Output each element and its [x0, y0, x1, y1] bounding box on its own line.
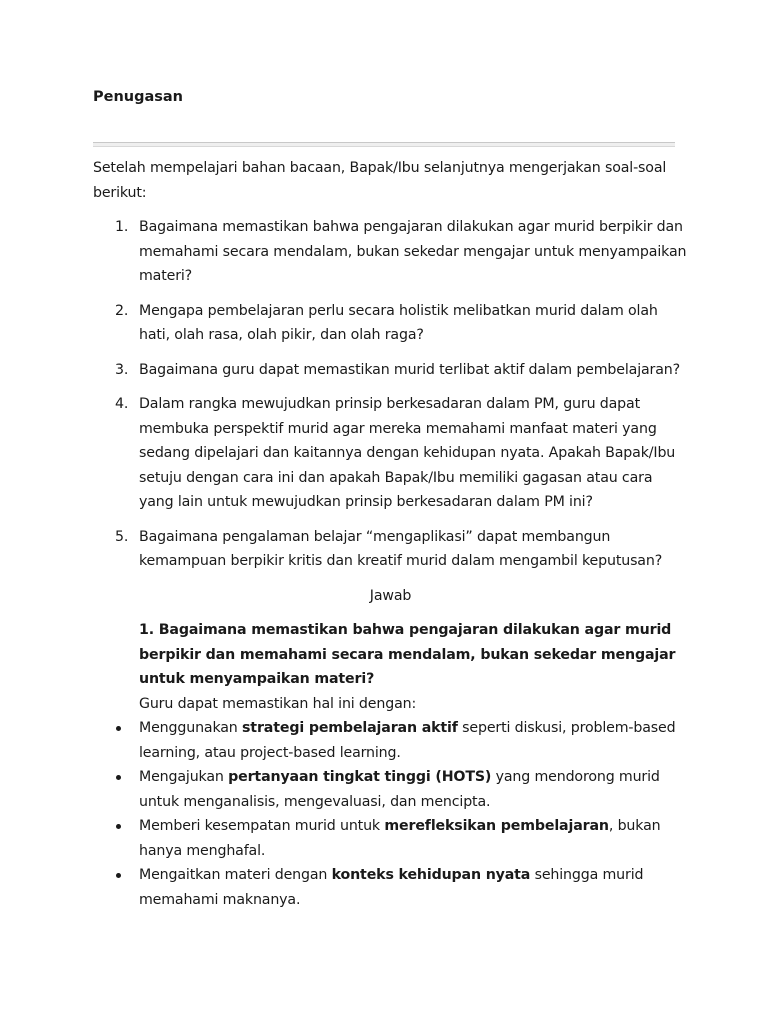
bullet-text-bold: merefleksikan pembelajaran	[384, 818, 609, 834]
question-number: 4.	[115, 396, 129, 412]
bullet-item	[93, 814, 688, 863]
question-item	[93, 299, 688, 348]
intro-paragraph: Setelah mempelajari bahan bacaan, Bapak/Ibu selanjutnya mengerjakan soal-soal berikut:	[93, 160, 667, 201]
bullet-item	[93, 716, 688, 765]
answer-question: 1. Bagaimana memastikan bahwa pengajaran dilakukan agar murid berpikir dan memahami secara mendalam, bukan sekedar mengajar untuk menyampaikan materi?	[139, 622, 676, 687]
question-number: 5.	[115, 528, 129, 545]
question-text: Bagaimana pengalaman belajar “mengaplikasi” dapat membangun kemampuan berpikir kritis dan kreatif murid dalam mengambil keputusan?	[139, 528, 663, 569]
answer-bullet-list	[93, 716, 688, 912]
question-number: 3.	[115, 361, 129, 378]
bullet-text-post: , bukan hanya menghafal.	[139, 818, 661, 859]
question-list	[93, 215, 688, 574]
bullet-item	[93, 863, 688, 912]
bullet-text-bold: strategi pembelajaran aktif	[242, 720, 458, 736]
question-item	[93, 215, 688, 289]
bullet-icon	[116, 726, 121, 731]
document-body	[93, 156, 688, 912]
bullet-icon	[116, 873, 121, 878]
question-number: 1.	[115, 219, 129, 235]
question-text: Mengapa pembelajaran perlu secara holistik melibatkan murid dalam olah hati, olah rasa, olah pikir, dan olah raga?	[139, 302, 658, 343]
bullet-text-pre: Menggunakan	[139, 720, 243, 736]
bullet-text-pre: Mengaitkan materi dengan	[139, 867, 332, 883]
question-text: Bagaimana guru dapat memastikan murid terlibat aktif dalam pembelajaran?	[139, 361, 680, 378]
question-item	[93, 525, 688, 574]
answer-heading: Jawab	[369, 587, 412, 604]
bullet-text-bold: konteks kehidupan nyata	[331, 867, 531, 883]
bullet-text-pre: Mengajukan	[139, 769, 229, 785]
bullet-icon	[116, 824, 121, 829]
bullet-text-post: yang mendorong murid untuk menganalisis, mengevaluasi, dan mencipta.	[139, 769, 660, 810]
horizontal-rule	[93, 142, 675, 147]
question-item	[93, 358, 688, 383]
question-number: 2.	[115, 302, 129, 319]
answer-lead: Guru dapat memastikan hal ini dengan:	[139, 695, 417, 712]
bullet-text-post: sehingga murid memahami maknanya.	[139, 867, 644, 908]
question-item	[93, 392, 688, 515]
bullet-text-bold: pertanyaan tingkat tinggi (HOTS)	[228, 769, 492, 785]
document-heading: Penugasan	[93, 89, 184, 105]
question-text: Bagaimana memastikan bahwa pengajaran dilakukan agar murid berpikir dan memahami secara mendalam, bukan sekedar mengajar untuk menyampaikan materi?	[139, 219, 687, 284]
bullet-text-post: seperti diskusi, problem-based learning, atau project-based learning.	[139, 720, 676, 761]
answer-section	[93, 618, 688, 716]
bullet-icon	[116, 775, 121, 780]
question-text: Dalam rangka mewujudkan prinsip berkesadaran dalam PM, guru dapat membuka perspektif murid agar mereka memahami manfaat materi yang sedang dipelajari dan kaitannya dengan kehidupan nyata. Apakah Bapak/Ibu setuju dengan cara ini dan apakah Bapak/Ibu memiliki gagasan atau cara yang lain untuk mewujudkan prinsip berkesadaran dalam PM ini?	[139, 396, 676, 510]
bullet-text-pre: Memberi kesempatan murid untuk	[139, 818, 385, 834]
bullet-item	[93, 765, 688, 814]
